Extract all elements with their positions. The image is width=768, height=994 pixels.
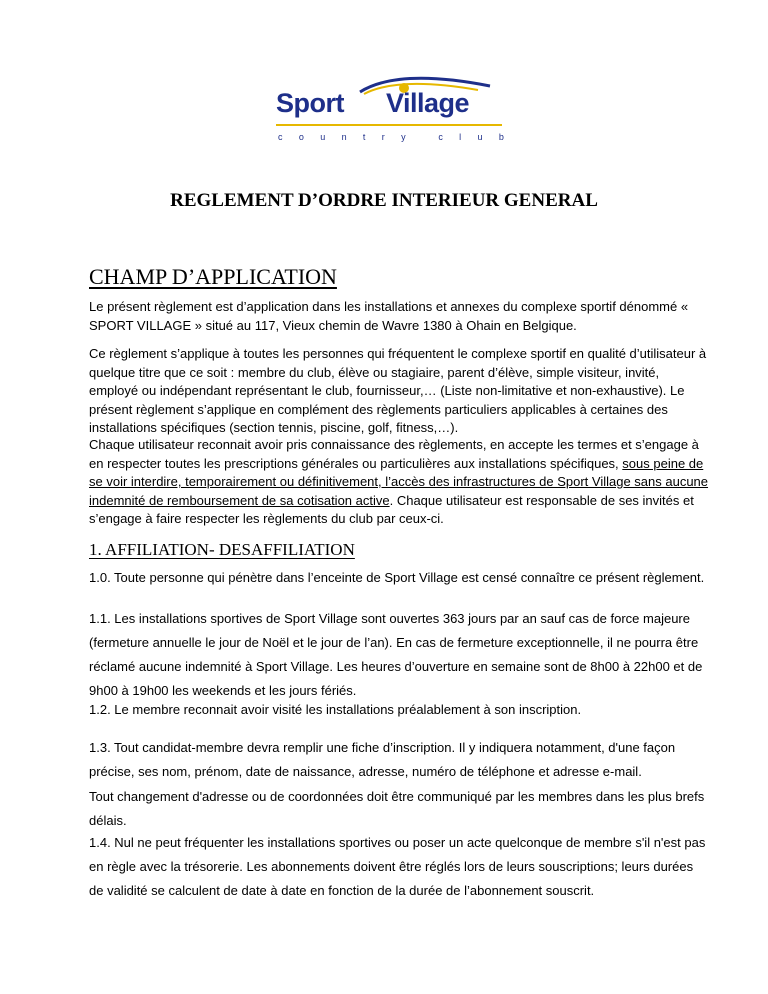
logo-subtitle: c o u n t r y c l u b	[278, 132, 504, 142]
paragraph-scope: Le présent règlement est d’application dans les installations et annexes du complexe sportif dénommé « SPORT VILLAGE » situé au 117, Vieux chemin de Wavre 1380 à Ohain en Belgique.	[89, 299, 689, 333]
section-heading-affiliation: 1. AFFILIATION- DESAFFILIATION	[89, 540, 355, 559]
paragraph-1-1: 1.1. Les installations sportives de Sport Village sont ouvertes 363 jours par an sauf cas de force majeure (fermeture annuelle le jour de Noël et le jour de l’an). En cas de fermeture exceptionnelle, il ne pourra être réclamé aucune indemnité à Sport Village. Les heures d’ouverture en semaine sont de 8h00 à 22h00 et de 9h00 à 19h00 les weekends et les jours fériés.	[89, 611, 703, 698]
paragraph-applicability: Ce règlement s’applique à toutes les personnes qui fréquentent le complexe sportif en qualité d’utilisateur à quelque titre que ce soit : membre du club, élève ou stagiaire, parent d’élève, simple visiteur, invité, employé ou indépendant représentant le club, fournisseur,… (Liste non-limitative et non-exhaustive). Le présent règlement s’applique en complément des règlements particuliers applicables à certaines des installations spécifiques (section tennis, piscine, golf, fitness,…).	[89, 346, 707, 435]
logo-word-village: Village	[386, 88, 470, 118]
paragraph-1-2: 1.2. Le membre reconnait avoir visité les installations préalablement à son inscription.	[89, 702, 582, 717]
underlined-sanction: sous peine de se voir interdire, temporairement ou définitivement, l’accès des infrastructures de Sport Village sans aucune indemnité de remboursement de sa cotisation active	[89, 455, 709, 508]
paragraph-acceptance: Chaque utilisateur reconnait avoir pris connaissance des règlements, en accepte les termes et s’engage à en respecter toutes les prescriptions générales ou particulières aux installations spécifiques, sous peine de se voir interdire, temporairement ou définitivement, l’accès des infrastructures de Sport Village sans aucune indemnité de remboursement de sa cotisation active. Chaque utilisateur est responsable de ses invités et s’engage à faire respecter les règlements du club par ceux-ci.	[89, 437, 709, 526]
paragraph-1-3a: 1.3. Tout candidat-membre devra remplir une fiche d’inscription. Il y indiquera notamment, d'une façon précise, ses nom, prénom, date de naissance, adresse, numéro de téléphone et adresse e-mail.	[89, 740, 676, 779]
paragraph-1-4: 1.4. Nul ne peut fréquenter les installations sportives ou poser un acte quelconque de membre s'il n'est pas en règle avec la trésorerie. Les abonnements doivent être réglés lors de leurs souscriptions; leurs durées de validité se calculent de date à date en fonction de la durée de l’abonnement souscrit.	[89, 835, 706, 898]
logo-word-sport: Sport	[276, 88, 344, 118]
document-title: REGLEMENT D’ORDRE INTERIEUR GENERAL	[170, 190, 598, 211]
sport-village-logo	[268, 80, 508, 150]
paragraph-1-0: 1.0. Toute personne qui pénètre dans l’enceinte de Sport Village est censé connaître ce présent règlement.	[89, 570, 705, 585]
logo-divider	[276, 124, 502, 126]
section-heading-champ: CHAMP D’APPLICATION	[89, 264, 337, 289]
paragraph-1-3b: Tout changement d'adresse ou de coordonnées doit être communiqué par les membres dans les plus brefs délais.	[89, 789, 705, 828]
